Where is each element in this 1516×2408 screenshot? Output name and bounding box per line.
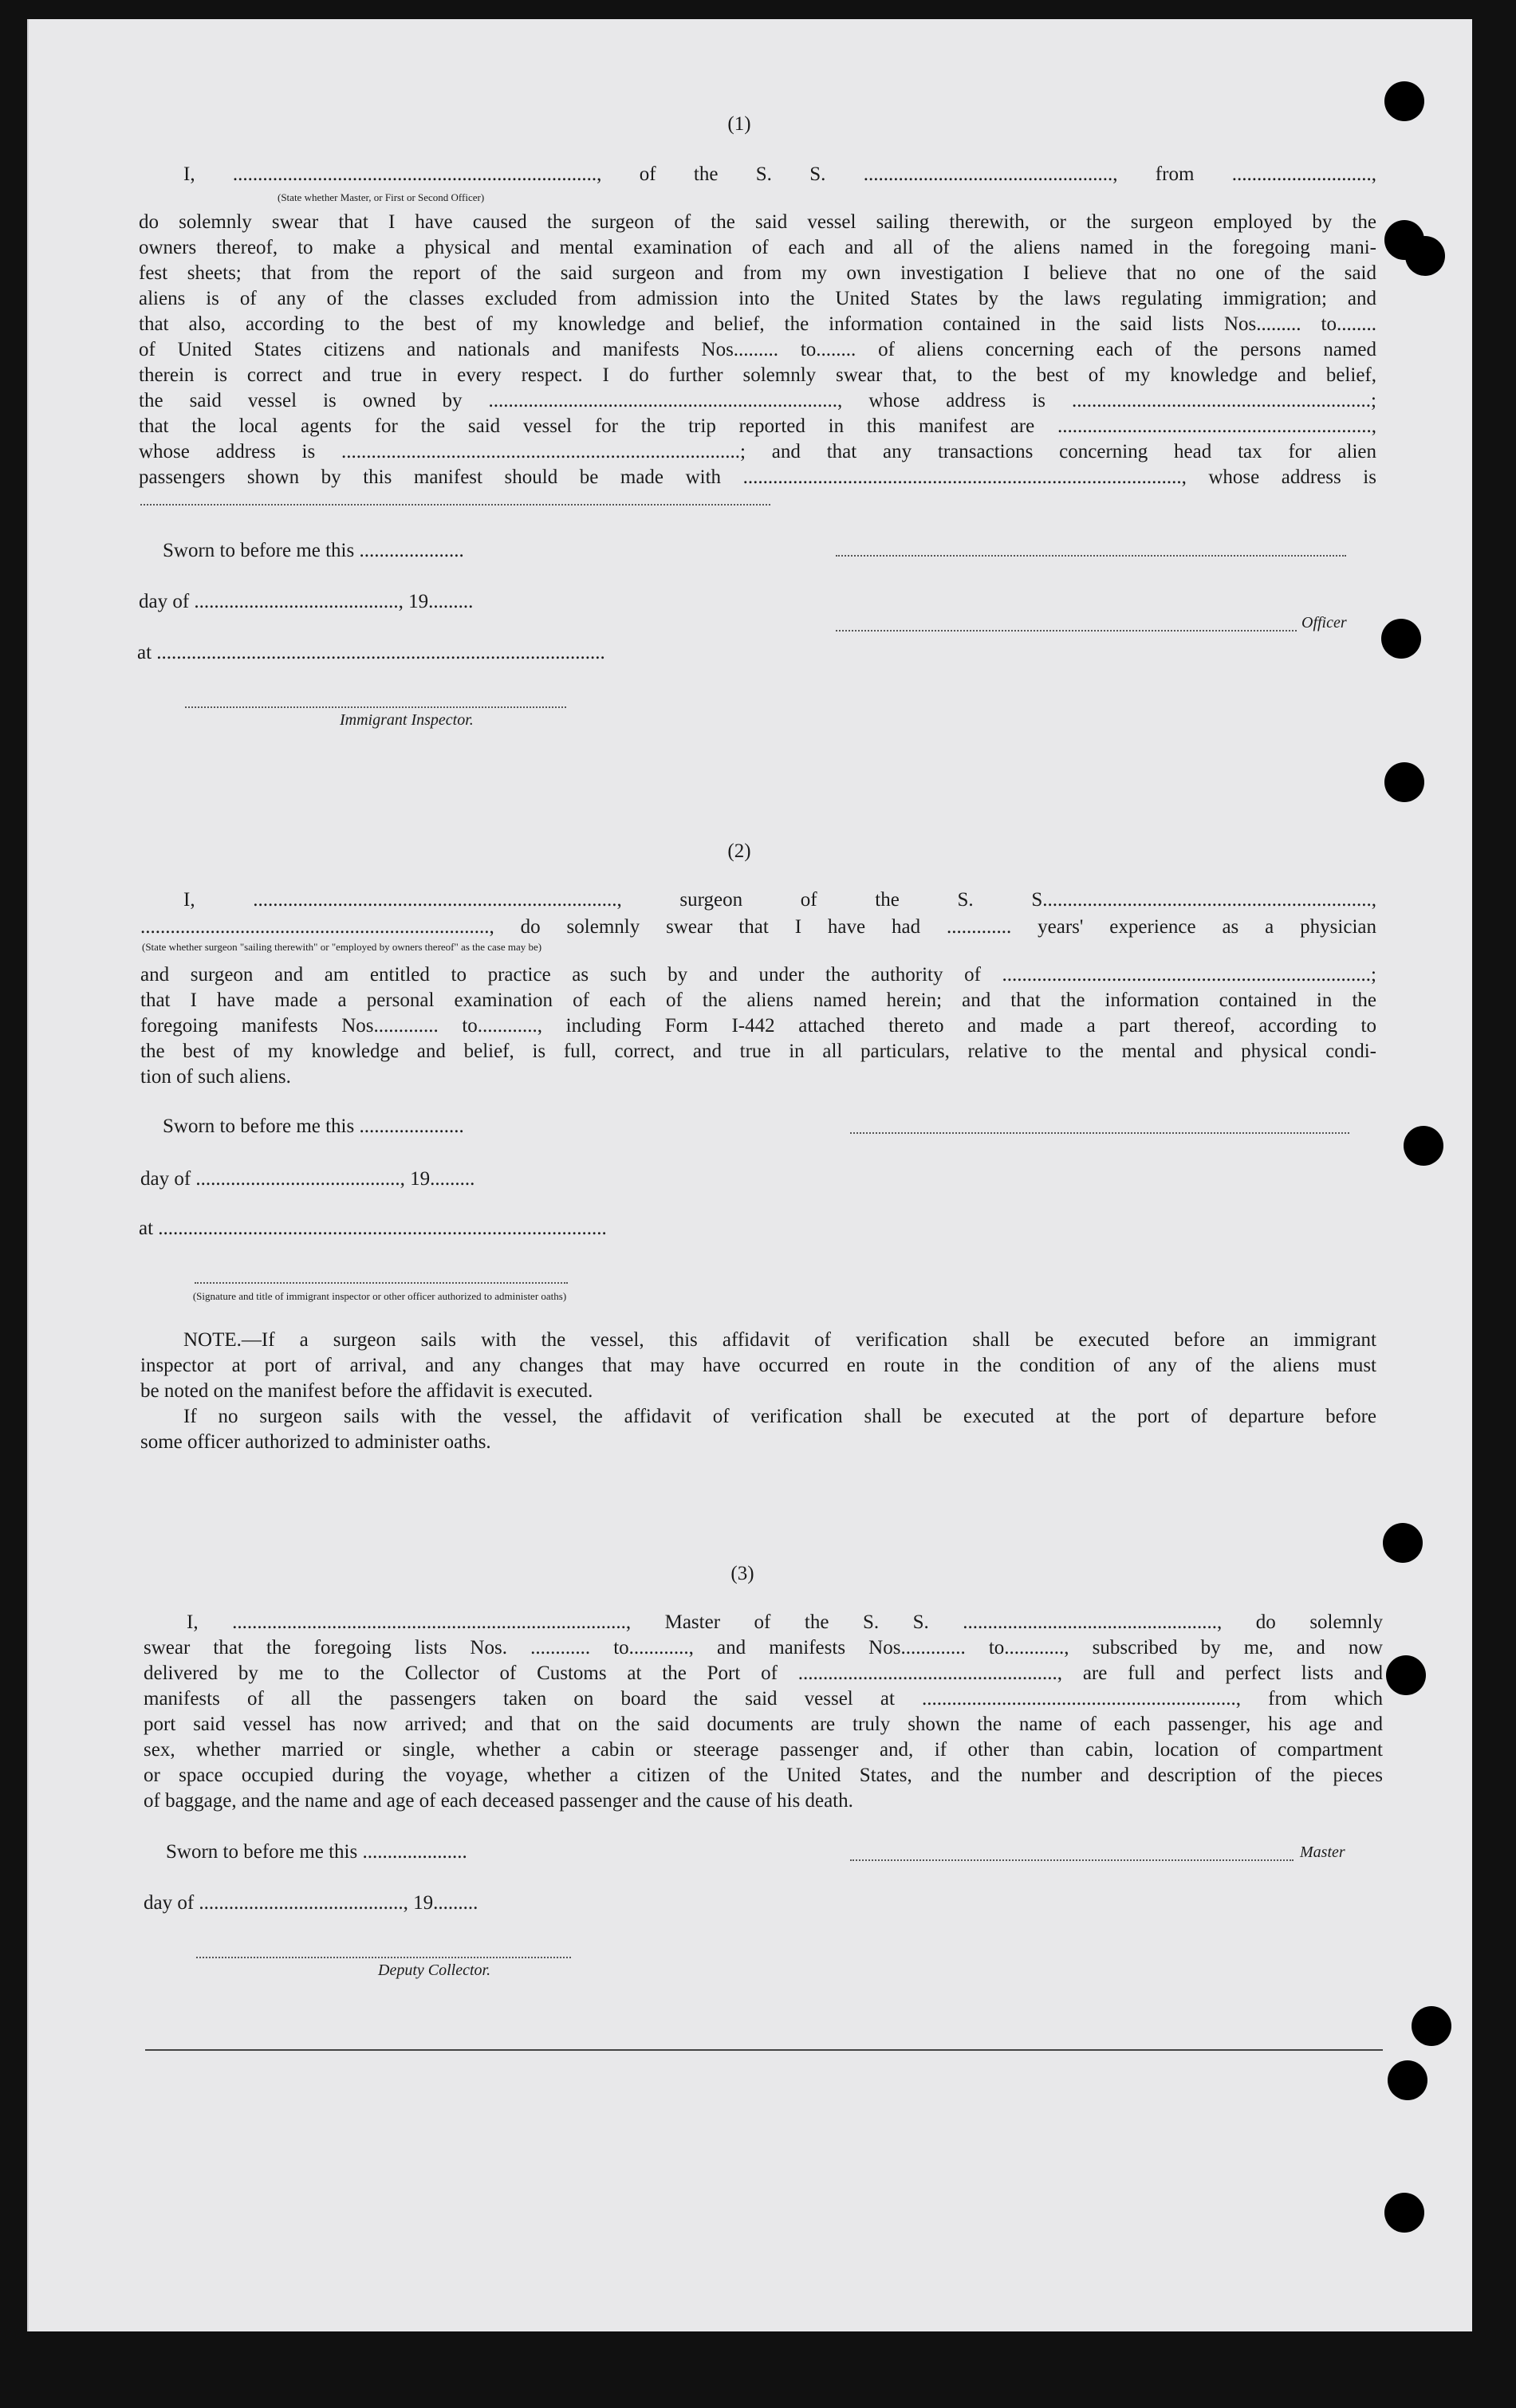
section-1-line-9: the said vessel is owned by ......................................................................, whose address is ............................................................; — [139, 390, 1376, 411]
section-1-officer-line — [836, 630, 1297, 632]
section-1-line-5: aliens is of any of the classes excluded from admission into the United States by the laws regulating immigration; and — [139, 288, 1376, 309]
section-2-surgeon-caption: (State whether surgeon "sailing therewith" or "employed by owners thereof" as the case may be) — [142, 941, 542, 953]
section-1-line-4: fest sheets; that from the report of the said surgeon and from my own investigation I believe that no one of the said — [139, 262, 1376, 284]
punch-hole-4 — [1381, 619, 1421, 659]
punch-hole-5 — [1384, 762, 1424, 802]
punch-hole-9 — [1412, 2006, 1451, 2046]
section-1-inspector-label: Immigrant Inspector. — [340, 711, 474, 729]
section-3-line-3: delivered by me to the Collector of Customs at the Port of ...................................................., are full and perfect lists and — [144, 1662, 1383, 1684]
section-3-line-2: swear that the foregoing lists Nos. ............ to............, and manifests Nos............. to............, subscribed by me, and now — [144, 1637, 1383, 1658]
section-1-heading: (1) — [727, 113, 751, 135]
section-1-line-1: I, ........................................................................., of the S. S. .................................................., from ............................, — [183, 163, 1376, 185]
punch-hole-10 — [1388, 2060, 1427, 2100]
section-2-line-7: tion of such aliens. — [140, 1066, 291, 1088]
section-1-signature-line — [836, 555, 1346, 557]
section-2-line-4: that I have made a personal examination of each of the aliens named herein; and that the information contained in the — [140, 990, 1376, 1011]
section-2-heading: (2) — [727, 840, 751, 862]
punch-hole-6 — [1404, 1126, 1443, 1166]
section-1-at: at .......................................................................................... — [137, 642, 605, 663]
section-2-line-1: I, ........................................................................., surgeon of the S. S.................................................................., — [183, 889, 1376, 911]
section-3-line-7: or space occupied during the voyage, whether a citizen of the United States, and the number and description of the pieces — [144, 1765, 1383, 1786]
section-1-inspector-line — [185, 706, 566, 708]
section-3-line-4: manifests of all the passengers taken on board the said vessel at ..............................................................., from which — [144, 1688, 1383, 1710]
section-2-signature-line — [850, 1132, 1349, 1134]
section-1-line-2: do solemnly swear that I have caused the surgeon of the said vessel sailing therewith, or the surgeon employed by the — [139, 211, 1376, 233]
section-2-note2-line-1: If no surgeon sails with the vessel, the affidavit of verification shall be executed at the port of departure before — [183, 1406, 1376, 1427]
section-1-line-6: that also, according to the best of my knowledge and belief, the information contained in the said lists Nos......... to........ — [139, 313, 1376, 335]
section-3-sworn: Sworn to before me this ..................... — [166, 1841, 467, 1863]
section-3-collector-label: Deputy Collector. — [378, 1961, 491, 1979]
section-3-line-5: port said vessel has now arrived; and that on the said documents are truly shown the name of each passenger, his age and — [144, 1714, 1383, 1735]
section-2-note-line-3: be noted on the manifest before the affidavit is executed. — [140, 1380, 593, 1402]
section-2-sworn: Sworn to before me this ..................... — [163, 1115, 464, 1137]
section-2-day: day of ........................................., 19......... — [140, 1168, 475, 1190]
section-2-line-6: the best of my knowledge and belief, is full, correct, and true in all particulars, relative to the mental and physical condi- — [140, 1041, 1376, 1062]
section-1-line-11: whose address is ................................................................................; and that any transactions concerning head tax for alien — [139, 441, 1376, 462]
punch-hole-8 — [1386, 1655, 1426, 1695]
section-2-line-5: foregoing manifests Nos............. to............, including Form I-442 attached thereto and made a part thereof, according to — [140, 1015, 1376, 1037]
section-1-rank-caption: (State whether Master, or First or Second Officer) — [278, 191, 485, 203]
section-1-address-line — [140, 504, 770, 506]
document-page — [27, 19, 1472, 2331]
punch-hole-11 — [1384, 2193, 1424, 2233]
section-3-heading: (3) — [730, 1563, 754, 1584]
footer-rule — [145, 2049, 1383, 2051]
section-1-line-7: of United States citizens and nationals and manifests Nos......... to........ of aliens concerning each of the persons named — [139, 339, 1376, 360]
section-1-line-10: that the local agents for the said vessel for the trip reported in this manifest are ..............................................................., — [139, 415, 1376, 437]
section-1-officer-label: Officer — [1301, 614, 1347, 632]
section-2-line-3: and surgeon and am entitled to practice as such by and under the authority of ..........................................................................; — [140, 964, 1376, 986]
section-1-line-8: therein is correct and true in every respect. I do further solemnly swear that, to the best of my knowledge and belief, — [139, 364, 1376, 386]
section-2-note-line-2: inspector at port of arrival, and any changes that may have occurred en route in the condition of any of the aliens must — [140, 1355, 1376, 1376]
section-2-note-line-1: NOTE.—If a surgeon sails with the vessel, this affidavit of verification shall be executed before an immigrant — [183, 1329, 1376, 1351]
punch-hole-7 — [1383, 1523, 1423, 1563]
section-2-note2-line-2: some officer authorized to administer oaths. — [140, 1431, 491, 1453]
punch-hole-1 — [1384, 81, 1424, 121]
section-2-line-2: ......................................................................, do solemnly swear that I have had ............. years' experience as a physician — [140, 916, 1376, 938]
section-3-day: day of ........................................., 19......... — [144, 1892, 478, 1914]
section-2-official-line — [195, 1282, 568, 1284]
section-1-line-12: passengers shown by this manifest should be made with ........................................................................................, whose address is — [139, 466, 1376, 488]
section-2-at: at .......................................................................................... — [139, 1218, 607, 1239]
section-1-line-3: owners thereof, to make a physical and mental examination of each and all of the aliens named in the foregoing mani- — [139, 237, 1376, 258]
section-2-signature-caption: (Signature and title of immigrant inspector or other officer authorized to administer oaths) — [192, 1290, 567, 1302]
section-3-line-8: of baggage, and the name and age of each deceased passenger and the cause of his death. — [144, 1790, 853, 1812]
punch-hole-3 — [1405, 236, 1445, 276]
section-3-line-1: I, ..............................................................................., Master of the S. S. ..................................................., do solemnly — [187, 1611, 1383, 1633]
section-1-sworn: Sworn to before me this ..................... — [163, 540, 464, 561]
section-1-day: day of ........................................., 19......... — [139, 591, 474, 612]
section-3-master-label: Master — [1300, 1843, 1345, 1861]
section-3-collector-line — [196, 1957, 571, 1958]
section-3-line-6: sex, whether married or single, whether a cabin or steerage passenger and, if other than cabin, location of compartment — [144, 1739, 1383, 1761]
section-3-master-line — [850, 1859, 1294, 1861]
